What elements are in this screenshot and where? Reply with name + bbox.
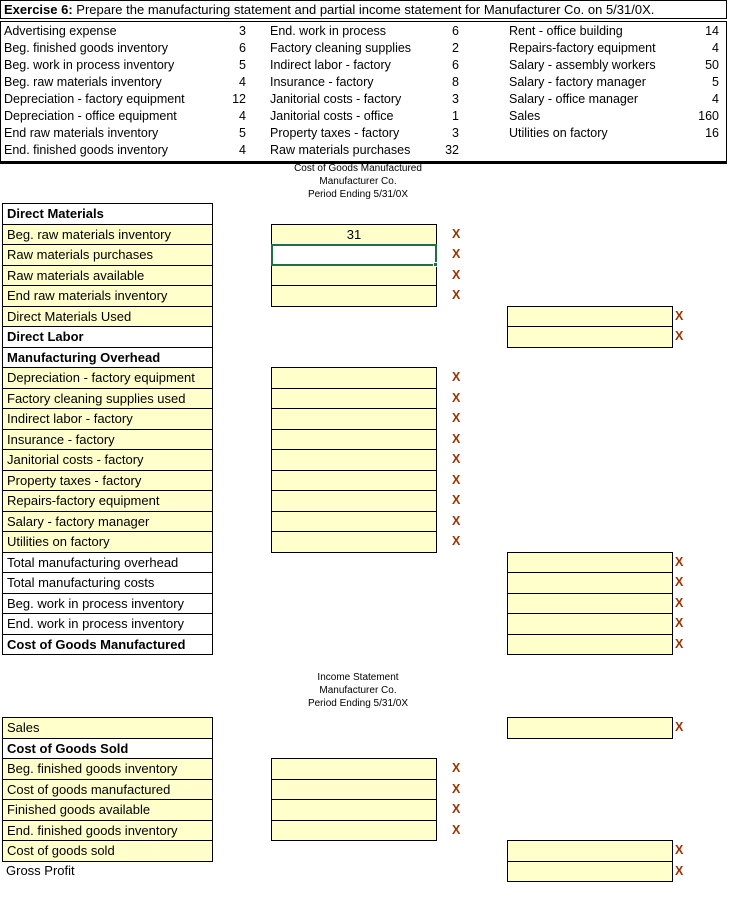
x-mark: X: [675, 308, 684, 323]
account-value: 5: [712, 75, 719, 89]
exercise-title-text: Prepare the manufacturing statement and partial income statement for Manufacturer Co. on 5/31/0X.: [72, 2, 655, 17]
row-label-cell: Cost of goods manufactured: [2, 779, 213, 801]
income-statement: [0, 717, 741, 883]
account-label: Salary - office manager: [509, 92, 638, 106]
row-label-cell: Factory cleaning supplies used: [2, 388, 213, 410]
input-cell[interactable]: [271, 265, 437, 287]
selected-input-cell[interactable]: [271, 244, 437, 266]
account-value: 4: [712, 41, 719, 55]
account-label: Advertising expense: [4, 24, 117, 38]
row-label-cell: Beg. finished goods inventory: [2, 758, 213, 780]
account-label: Repairs-factory equipment: [509, 41, 656, 55]
period-ending: Period Ending 5/31/0X: [307, 189, 409, 200]
x-mark: X: [452, 267, 461, 282]
input-cell[interactable]: [271, 367, 437, 389]
input-cell[interactable]: [507, 634, 673, 656]
row-label-cell: Raw materials purchases: [2, 244, 213, 266]
account-value: 14: [705, 24, 719, 38]
x-mark: X: [452, 802, 461, 816]
account-label: Depreciation - factory equipment: [4, 92, 185, 106]
account-label: Indirect labor - factory: [270, 58, 391, 72]
input-cell[interactable]: [507, 840, 673, 862]
account-value: 4: [239, 75, 246, 89]
account-label: Janitorial costs - factory: [270, 92, 402, 106]
statement-title: Income Statement: [317, 672, 399, 683]
section-header-cell: Direct Labor: [2, 326, 213, 348]
account-label: Property taxes - factory: [270, 126, 400, 140]
account-value: 16: [705, 126, 719, 140]
row-label-cell: Gross Profit: [6, 862, 75, 878]
section-header-cell: Cost of Goods Manufactured: [2, 634, 213, 656]
row-label-cell: End. work in process inventory: [2, 613, 213, 635]
statement-title: Cost of Goods Manufactured: [294, 163, 422, 174]
company-name: Manufacturer Co.: [319, 685, 397, 696]
section-header-cell: Direct Materials: [2, 203, 213, 225]
input-cell[interactable]: [271, 388, 437, 410]
account-value: 3: [452, 126, 459, 140]
account-row: [4, 40, 726, 57]
row-label-cell: Cost of goods sold: [2, 840, 213, 862]
row-label-cell: Total manufacturing costs: [2, 572, 213, 594]
account-row: [4, 142, 726, 159]
x-mark: X: [675, 554, 684, 569]
account-label: Salary - factory manager: [509, 75, 646, 89]
account-value: 3: [239, 24, 246, 38]
input-cell[interactable]: [271, 758, 437, 780]
x-mark: X: [675, 843, 684, 857]
x-mark: X: [452, 534, 461, 548]
input-cell[interactable]: [271, 449, 437, 471]
account-value: 4: [239, 109, 246, 123]
input-cell[interactable]: [507, 613, 673, 635]
period-ending: Period Ending 5/31/0X: [307, 698, 409, 709]
input-cell[interactable]: [271, 779, 437, 801]
account-label: Rent - office building: [509, 24, 623, 38]
account-label: Salary - assembly workers: [509, 58, 656, 72]
row-label-cell: Insurance - factory: [2, 429, 213, 451]
x-mark: X: [675, 575, 684, 589]
input-cell[interactable]: [271, 799, 437, 821]
account-label: Sales: [509, 109, 541, 123]
input-cell[interactable]: [271, 820, 437, 842]
row-label-cell: Janitorial costs - factory: [2, 449, 213, 471]
section-header-cell: Cost of Goods Sold: [2, 738, 213, 760]
account-value: 50: [705, 58, 719, 72]
input-cell[interactable]: [271, 408, 437, 430]
account-row: [4, 23, 726, 40]
account-label: Factory cleaning supplies: [270, 41, 412, 55]
account-value: 6: [452, 24, 459, 38]
account-row: [4, 91, 726, 108]
input-cell[interactable]: [271, 429, 437, 451]
row-label-cell: Indirect labor - factory: [2, 408, 213, 430]
account-value: [669, 142, 719, 159]
row-label-cell: Repairs-factory equipment: [2, 490, 213, 512]
account-label: End raw materials inventory: [4, 126, 159, 140]
x-mark: X: [452, 493, 461, 507]
input-cell[interactable]: 31: [271, 224, 437, 246]
x-mark: X: [675, 616, 684, 630]
x-mark: X: [452, 370, 461, 384]
x-mark: X: [452, 288, 461, 302]
input-cell[interactable]: [271, 285, 437, 307]
input-cell[interactable]: [507, 552, 673, 574]
account-value: 4: [712, 92, 719, 106]
account-label: Beg. work in process inventory: [4, 58, 175, 72]
x-mark: X: [675, 329, 684, 343]
x-mark: X: [452, 390, 461, 405]
account-row: [4, 74, 726, 91]
x-mark: X: [675, 720, 684, 734]
x-mark: X: [452, 513, 461, 528]
row-label-cell: Property taxes - factory: [2, 470, 213, 492]
account-value: 3: [452, 92, 459, 106]
account-label: Utilities on factory: [509, 126, 608, 140]
account-label: [509, 142, 669, 159]
account-value: 2: [452, 41, 459, 55]
account-value: 4: [239, 143, 246, 157]
x-mark: X: [452, 226, 461, 241]
account-label: Janitorial costs - office: [270, 109, 394, 123]
account-row: [4, 57, 726, 74]
account-label: Depreciation - office equipment: [4, 109, 177, 123]
row-label-cell: Utilities on factory: [2, 531, 213, 553]
row-label-cell: Total manufacturing overhead: [2, 552, 213, 574]
account-row: [4, 108, 726, 125]
x-mark: X: [675, 636, 684, 651]
account-label: Beg. raw materials inventory: [4, 75, 162, 89]
exercise-title-label: Exercise 6:: [4, 2, 73, 17]
account-value: 8: [452, 75, 459, 89]
row-label-cell: Beg. raw materials inventory: [2, 224, 213, 246]
account-value: 160: [698, 109, 719, 123]
account-value: 5: [239, 58, 246, 72]
x-mark: X: [452, 247, 461, 261]
x-mark: X: [452, 411, 461, 425]
input-cell[interactable]: [507, 861, 673, 883]
account-label: Insurance - factory: [270, 75, 374, 89]
account-value: 6: [239, 41, 246, 55]
input-cell[interactable]: [271, 511, 437, 533]
row-label-cell: Raw materials available: [2, 265, 213, 287]
cogm-statement: [0, 203, 741, 656]
input-cell[interactable]: [507, 717, 673, 739]
input-cell[interactable]: [271, 470, 437, 492]
input-cell[interactable]: [271, 490, 437, 512]
account-label: Raw materials purchases: [270, 143, 411, 157]
x-mark: X: [452, 781, 461, 796]
input-cell[interactable]: [271, 531, 437, 553]
x-mark: X: [452, 452, 461, 466]
x-mark: X: [452, 431, 461, 446]
x-mark: X: [452, 822, 461, 837]
input-cell[interactable]: [507, 326, 673, 348]
account-value: 1: [452, 109, 459, 123]
row-label-cell: Depreciation - factory equipment: [2, 367, 213, 389]
row-label-cell: End. finished goods inventory: [2, 820, 213, 842]
account-value: 32: [445, 143, 459, 157]
account-value: 12: [232, 92, 246, 106]
row-label-cell: End raw materials inventory: [2, 285, 213, 307]
account-label: Beg. finished goods inventory: [4, 41, 168, 55]
x-mark: X: [675, 863, 684, 878]
account-row: [4, 125, 726, 142]
input-cell[interactable]: [507, 572, 673, 594]
account-value: 6: [452, 58, 459, 72]
input-cell[interactable]: [507, 593, 673, 615]
accounts-table: [0, 21, 727, 164]
exercise-title: [0, 0, 727, 19]
x-mark: X: [452, 472, 461, 487]
x-mark: X: [452, 761, 461, 775]
company-name: Manufacturer Co.: [319, 176, 397, 187]
account-label: End. finished goods inventory: [4, 143, 168, 157]
account-label: End. work in process: [270, 24, 387, 38]
income-heading: [0, 671, 716, 710]
fill-handle[interactable]: [433, 262, 438, 267]
row-label-cell: Direct Materials Used: [2, 306, 213, 328]
row-label-cell: Sales: [2, 717, 213, 739]
x-mark: X: [675, 595, 684, 610]
cogm-heading: [0, 162, 716, 201]
row-label-cell: Salary - factory manager: [2, 511, 213, 533]
section-header-cell: Manufacturing Overhead: [2, 347, 213, 369]
row-label-cell: Beg. work in process inventory: [2, 593, 213, 615]
input-cell[interactable]: [507, 306, 673, 328]
row-label-cell: Finished goods available: [2, 799, 213, 821]
account-value: 5: [239, 126, 246, 140]
